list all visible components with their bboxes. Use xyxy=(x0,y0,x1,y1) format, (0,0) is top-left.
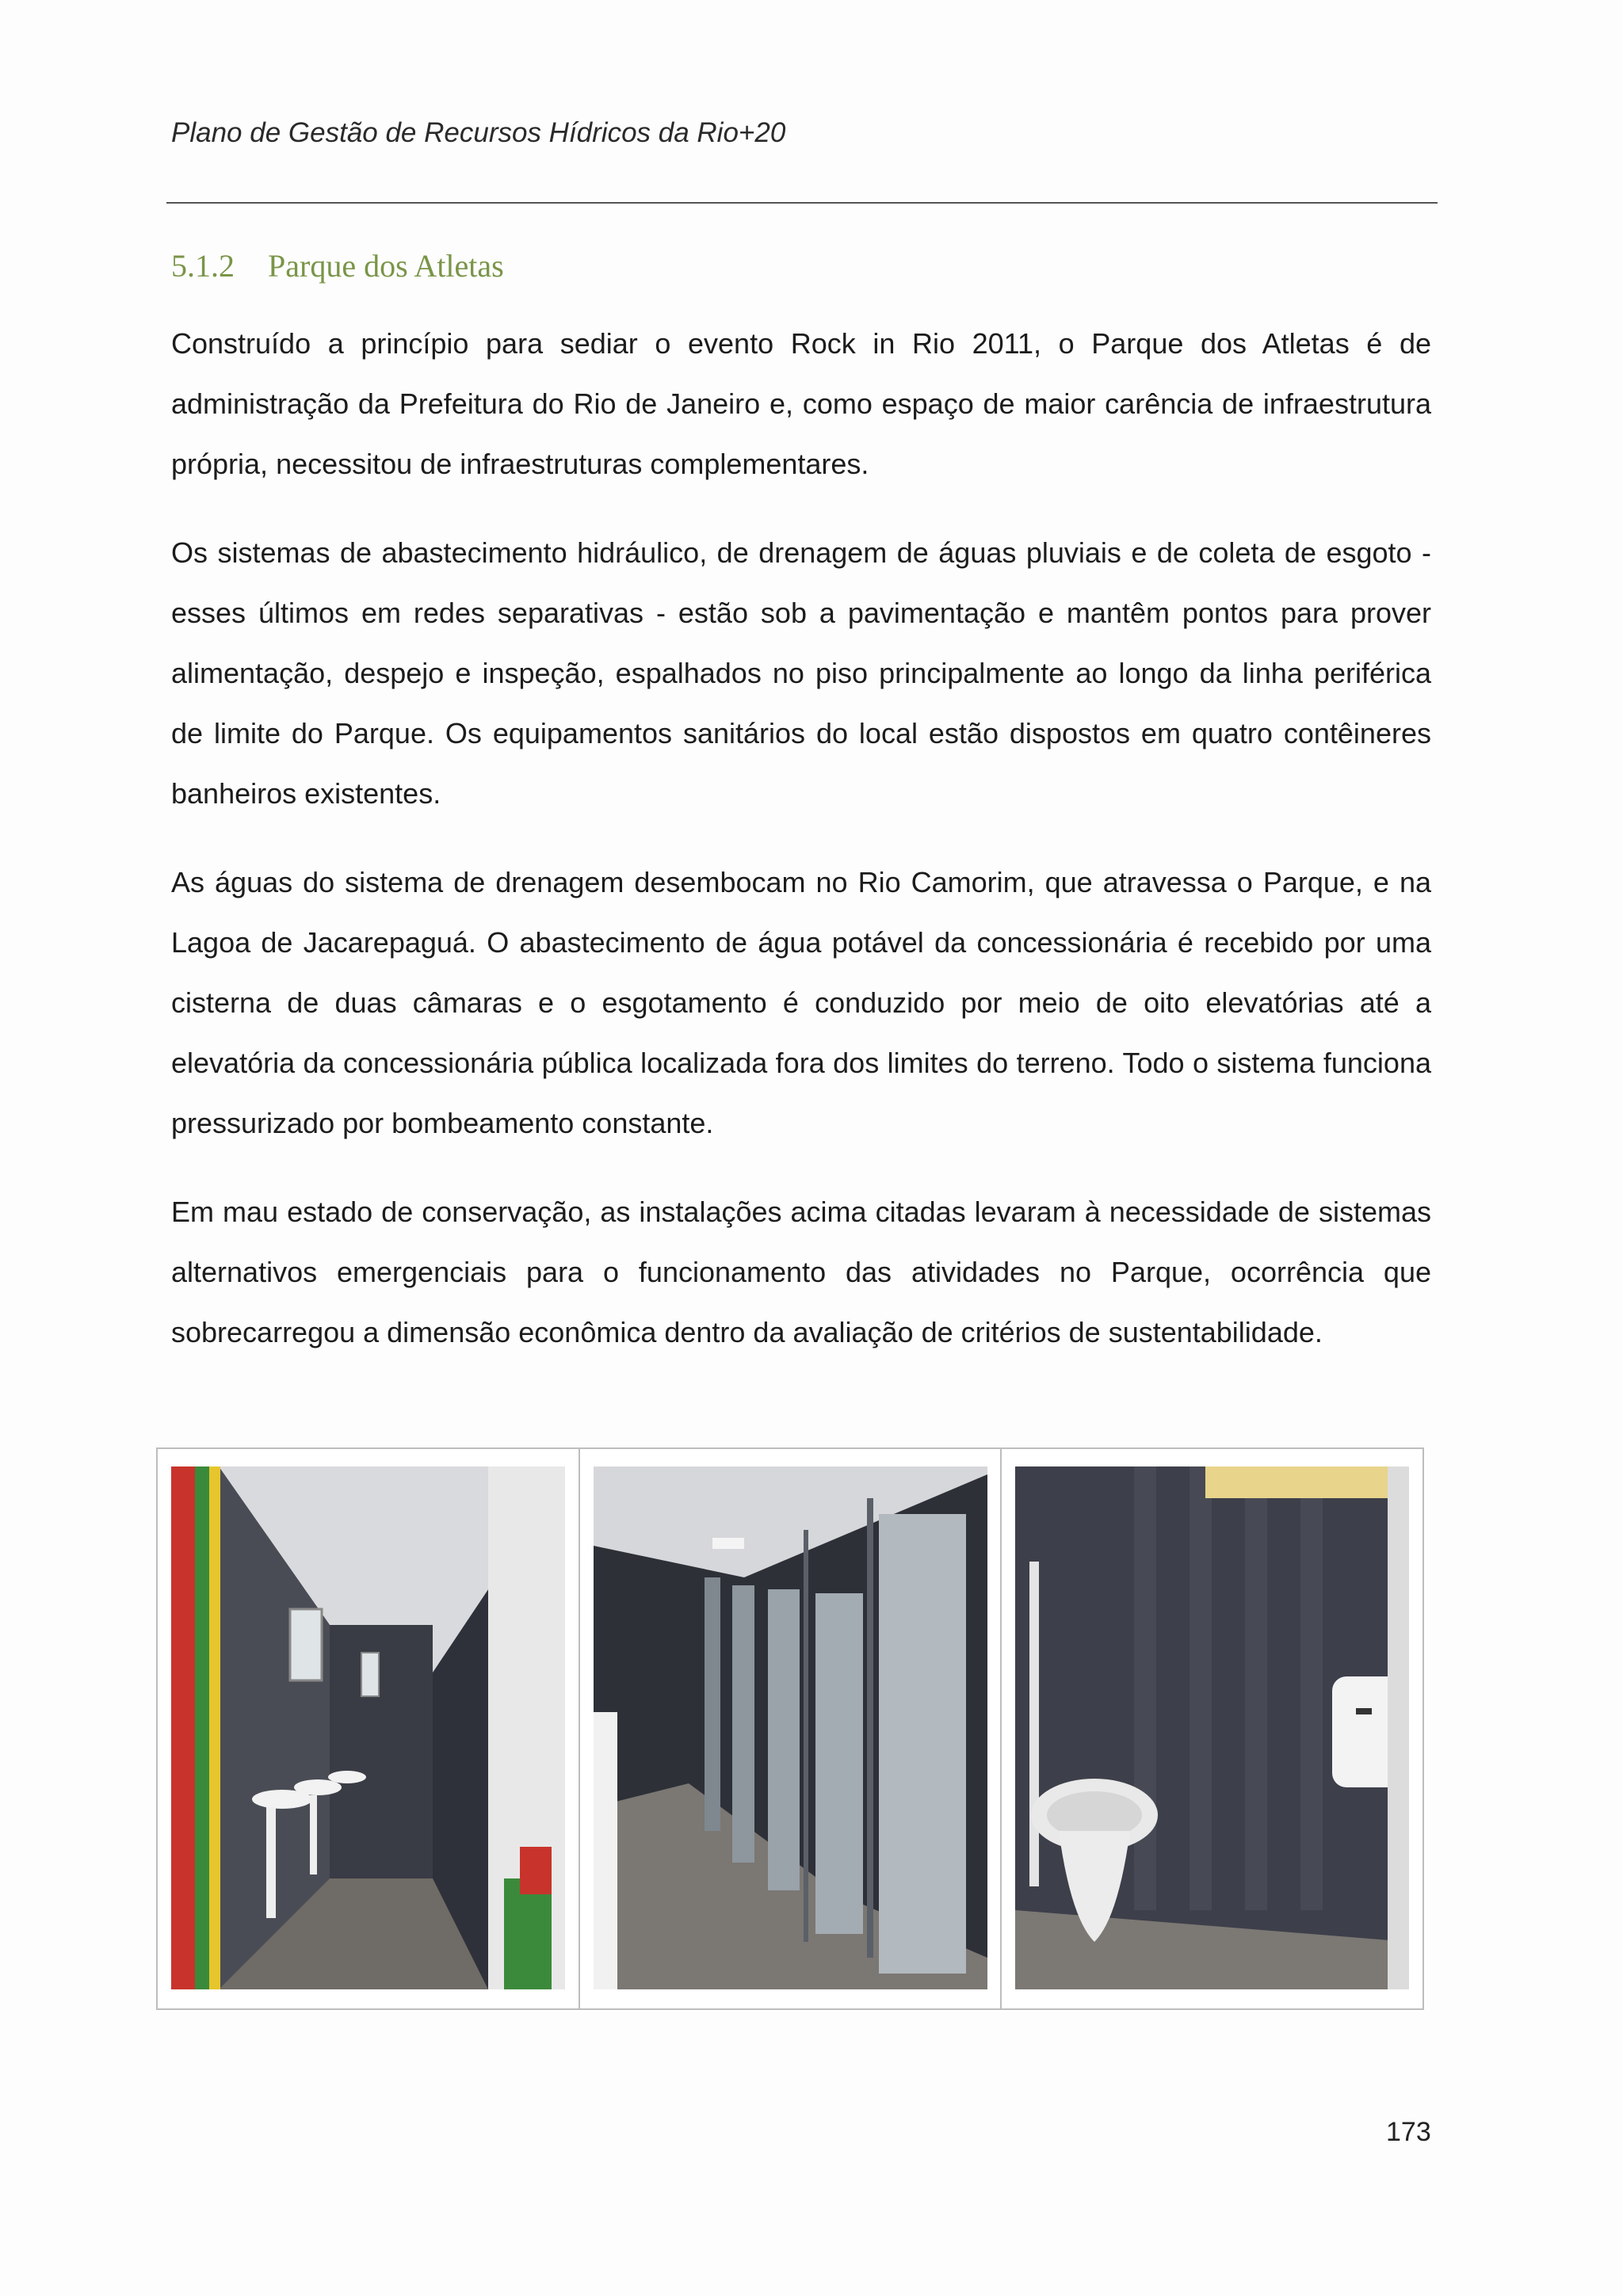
running-header: Plano de Gestão de Recursos Hídricos da Rio+20 xyxy=(171,117,786,148)
photo-cell-2 xyxy=(580,1449,1002,2008)
photo-table xyxy=(156,1447,1424,2010)
photo-cell-1 xyxy=(158,1449,580,2008)
photo-cell-3 xyxy=(1002,1449,1423,2008)
toilet-photo xyxy=(1015,1466,1409,1989)
header-divider xyxy=(166,202,1438,204)
section-number: 5.1.2 xyxy=(171,248,235,284)
sink-row-photo xyxy=(171,1466,565,1989)
body-text xyxy=(171,314,1431,1391)
section-title: Parque dos Atletas xyxy=(268,248,504,284)
toilet-stalls-photo xyxy=(594,1466,987,1989)
page-number: 173 xyxy=(1386,2117,1431,2147)
section-heading xyxy=(171,247,504,284)
paragraph-1: Construído a princípio para sediar o evento Rock in Rio 2011, o Parque dos Atletas é de administração da Prefeitura do Rio de Janeiro e, como espaço de maior carência de infraestrutura própria, necessitou de infraestruturas complementares. xyxy=(171,327,1431,480)
paragraph-2: Os sistemas de abastecimento hidráulico, de drenagem de águas pluviais e de coleta de esgoto - esses últimos em redes separativas - estão sob a pavimentação e mantêm pontos para prover alimentação, despejo e inspeção, espalhados no piso principalmente ao longo da linha periférica de limite do Parque. Os equipamentos sanitários do local estão dispostos em quatro contêineres banheiros existentes. xyxy=(171,536,1431,810)
paragraph-4: Em mau estado de conservação, as instalações acima citadas levaram à necessidade de sistemas alternativos emergenciais para o funcionamento das atividades no Parque, ocorrência que sobrecarregou a dimensão econômica dentro da avaliação de critérios de sustentabilidade. xyxy=(171,1196,1431,1348)
paragraph-3: As águas do sistema de drenagem desembocam no Rio Camorim, que atravessa o Parque, e na Lagoa de Jacarepaguá. O abastecimento de água potável da concessionária é recebido por uma cisterna de duas câmaras e o esgotamento é conduzido por meio de oito elevatórias até a elevatória da concessionária pública localizada fora dos limites do terreno. Todo o sistema funciona pressurizado por bombeamento constante. xyxy=(171,866,1431,1139)
